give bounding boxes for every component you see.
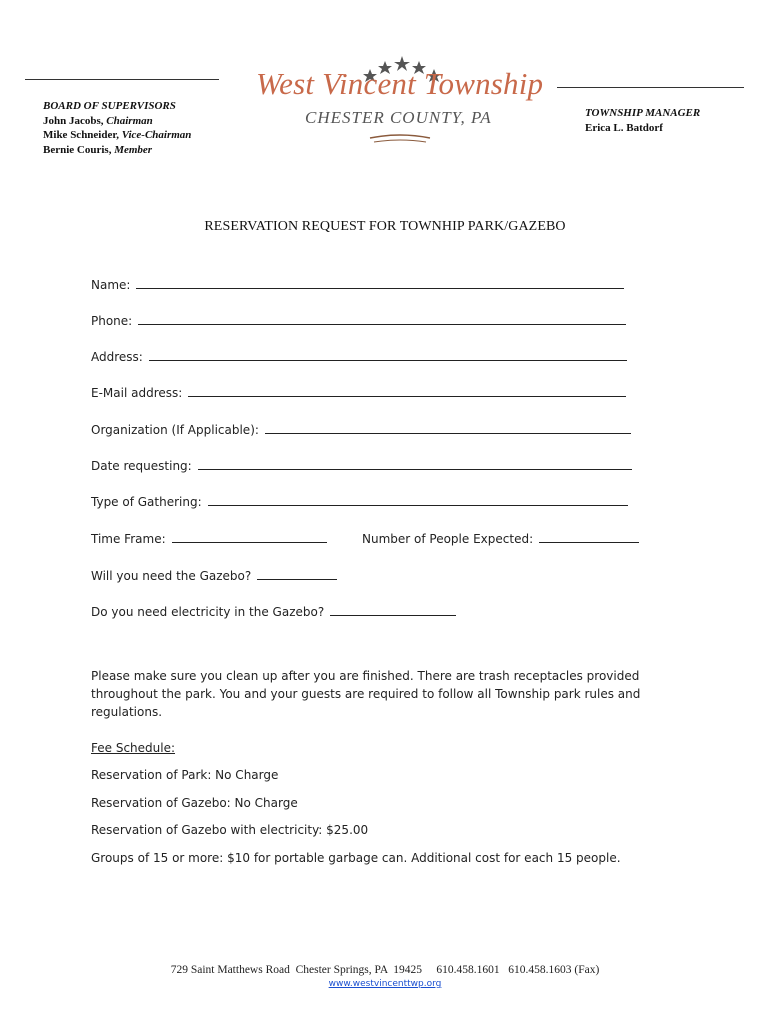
- people-label: Number of People Expected:: [362, 532, 534, 546]
- gazebo-label: Will you need the Gazebo?: [91, 569, 252, 583]
- gathering-field: [91, 493, 628, 509]
- electricity-label: Do you need electricity in the Gazebo?: [91, 605, 325, 619]
- time-frame-label: Time Frame:: [91, 532, 166, 546]
- email-input-line[interactable]: [188, 384, 626, 397]
- address-input-line[interactable]: [149, 348, 627, 361]
- name-field: [91, 276, 624, 292]
- logo-title: West Vincent Township: [256, 66, 544, 101]
- electricity-input-line[interactable]: [330, 603, 456, 616]
- gathering-label: Type of Gathering:: [91, 495, 202, 509]
- township-manager: [585, 106, 700, 135]
- header-rule-left: [25, 79, 219, 80]
- name-input-line[interactable]: [136, 276, 624, 289]
- phone-label: Phone:: [91, 314, 133, 328]
- footer-address: 729 Saint Matthews Road Chester Springs, PA 19425 610.458.1601 610.458.1603 (Fax): [170, 964, 600, 976]
- time-frame-field: [91, 530, 327, 546]
- manager-name: Erica L. Batdorf: [585, 121, 663, 134]
- board-of-supervisors: [43, 99, 191, 157]
- logo-subtitle: CHESTER COUNTY, PA: [305, 108, 492, 127]
- fee-item: Reservation of Gazebo: No Charge: [91, 796, 298, 810]
- address-field: [91, 348, 627, 364]
- fee-item: Reservation of Gazebo with electricity: $25.00: [91, 823, 369, 837]
- people-field: [362, 530, 639, 546]
- organization-field: [91, 421, 631, 437]
- date-field: [91, 457, 632, 473]
- time-frame-input-line[interactable]: [172, 530, 327, 543]
- form-title: RESERVATION REQUEST FOR TOWNHIP PARK/GAZEBO: [204, 219, 566, 234]
- cleanup-notice: Please make sure you clean up after you are finished. There are trash receptacles provided throughout the park. You and your guests are required to follow all Township park rules and regulations.: [91, 669, 641, 719]
- organization-input-line[interactable]: [265, 421, 631, 434]
- board-heading: BOARD OF SUPERVISORS: [43, 100, 176, 112]
- phone-field: [91, 312, 626, 328]
- email-field: [91, 384, 626, 400]
- email-label: E-Mail address:: [91, 386, 183, 400]
- gazebo-field: [91, 567, 337, 583]
- board-member: Bernie Couris, Member: [43, 143, 153, 156]
- people-input-line[interactable]: [539, 530, 639, 543]
- date-input-line[interactable]: [198, 457, 632, 470]
- board-member: John Jacobs, Chairman: [43, 114, 153, 127]
- township-logo: [250, 52, 544, 152]
- board-member: Mike Schneider, Vice-Chairman: [43, 129, 192, 141]
- header-rule-right: [557, 87, 744, 88]
- gazebo-input-line[interactable]: [257, 567, 337, 580]
- electricity-field: [91, 603, 456, 619]
- address-label: Address:: [91, 350, 143, 364]
- website-link[interactable]: www.westvincenttwp.org: [328, 979, 442, 989]
- gathering-input-line[interactable]: [208, 493, 628, 506]
- name-label: Name:: [91, 278, 131, 292]
- organization-label: Organization (If Applicable):: [91, 423, 259, 437]
- fee-schedule-heading: Fee Schedule:: [91, 741, 176, 755]
- phone-input-line[interactable]: [138, 312, 626, 325]
- fee-item: Reservation of Park: No Charge: [91, 768, 279, 782]
- date-label: Date requesting:: [91, 459, 192, 473]
- fee-item: Groups of 15 or more: $10 for portable garbage can. Additional cost for each 15 people.: [91, 851, 621, 865]
- manager-heading: TOWNSHIP MANAGER: [585, 107, 701, 119]
